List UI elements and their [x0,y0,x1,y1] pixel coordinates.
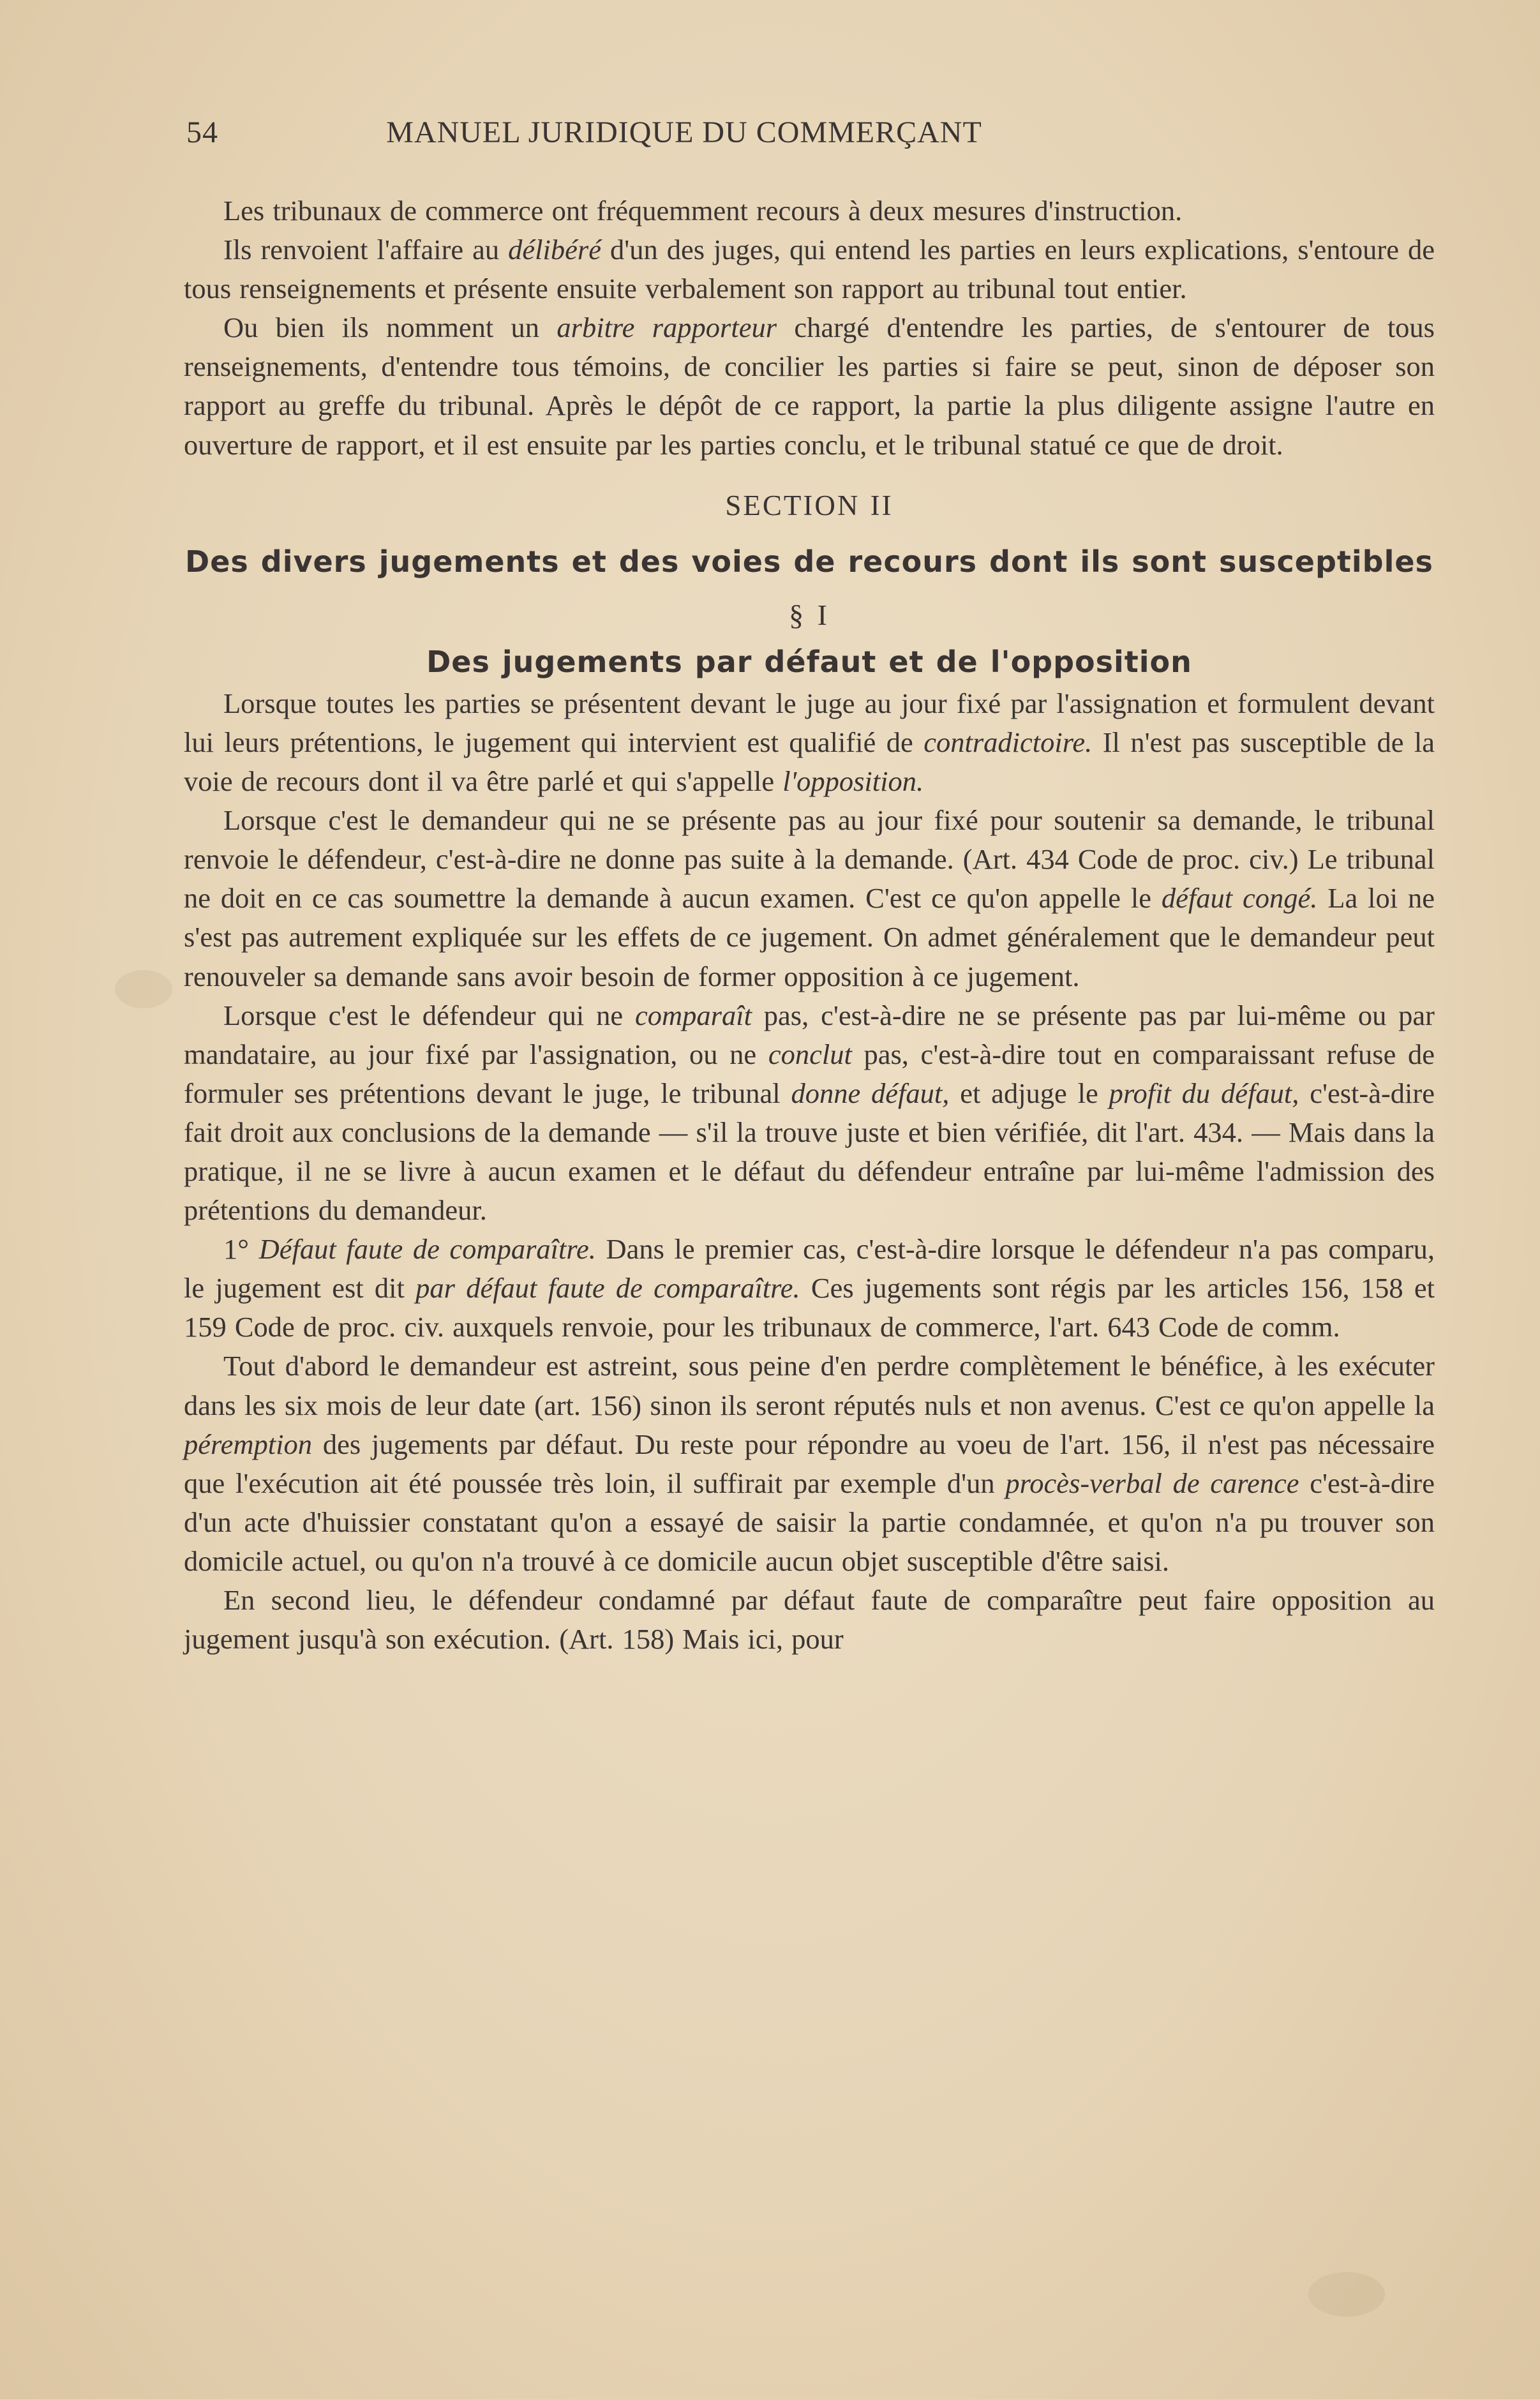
paragraph: Lorsque c'est le demandeur qui ne se présente pas au jour fixé pour soutenir sa demande, le tribunal renvoie le défendeur, c'est-à-dire ne donne pas suite à la demande. (Art. 434 Code de proc. civ.) Le tribunal ne doit en ce cas soumettre la demande à aucun examen. C'est ce qu'on appelle le défaut congé. La loi ne s'est pas autrement expliquée sur les effets de ce jugement. On admet généralement que le demandeur peut renouveler sa demande sans avoir besoin de former opposition à ce jugement. [184,804,1435,992]
italic-term: l'opposition. [782,765,924,798]
section-label: SECTION II [725,489,893,521]
italic-term: conclut [768,1038,852,1070]
italic-term: arbitre rapporteur [557,311,777,344]
paragraph: Lorsque c'est le défendeur qui ne comparaît pas, c'est-à-dire ne se présente pas par lui-même ou par mandataire, au jour fixé par l'assignation, ou ne conclut pas, c'est-à-dire tout en comparaissant refuse de formuler ses prétentions devant le juge, le tribunal donne défaut, et adjuge le profit du défaut, c'est-à-dire fait droit aux conclusions de la demande — s'il la trouve juste et bien vérifiée, dit l'art. 434. — Mais dans la pratique, il ne se livre à aucun examen et le défaut du défendeur entraîne par lui-même l'admission des prétentions du demandeur. [184,999,1435,1227]
paragraph: Tout d'abord le demandeur est astreint, sous peine d'en perdre complètement le bénéfice, à les exécuter dans les six mois de leur date (art. 156) sinon ils seront réputés nuls et non avenus. C'est ce qu'on appelle la péremption des jugements par défaut. Du reste pour répondre au voeu de l'art. 156, il n'est pas nécessaire que l'exécution ait été poussée très loin, il suffirait par exemple d'un procès-verbal de carence c'est-à-dire d'un acte d'huissier constatant qu'on a essayé de saisir la partie condamnée, et qu'on n'a pu trouver son domicile actuel, ou qu'on n'a trouvé à ce domicile aucun objet susceptible d'être saisi. [184,1350,1435,1577]
section-heading: Des divers jugements et des voies de recours dont ils sont susceptibles [185,544,1433,579]
page-number: 54 [186,116,218,149]
paper-stain [1308,2272,1385,2317]
page-header [186,110,1437,154]
paragraph: Ou bien ils nomment un arbitre rapporteur chargé d'entendre les parties, de s'entourer de tous renseignements, d'entendre tous témoins, de concilier les parties si faire se peut, sinon de déposer son rapport au greffe du tribunal. Après le dépôt de ce rapport, la partie la plus diligente assigne l'autre en ouverture de rapport, et il est ensuite par les parties conclu, et le tribunal statué ce que de droit. [184,311,1435,461]
italic-term: Défaut faute de comparaître. [258,1233,596,1266]
paper-stain [115,970,172,1008]
paragraph: Les tribunaux de commerce ont fréquemment recours à deux mesures d'instruction. [223,195,1183,227]
italic-term: péremption [184,1428,313,1460]
italic-term: délibéré [508,234,601,266]
paragraph-mark: § I [789,598,830,631]
paragraph: 1° Défaut faute de comparaître. Dans le premier cas, c'est-à-dire lorsque le défendeur n'a pas comparu, le jugement est dit par défaut faute de comparaître. Ces jugements sont régis par les articles 156, 158 et 159 Code de proc. civ. auxquels renvoie, pour les tribunaux de commerce, l'art. 643 Code de comm. [184,1233,1435,1343]
italic-term: défaut congé. [1161,882,1318,915]
italic-term: contradictoire. [923,726,1093,758]
paragraph: Lorsque toutes les parties se présentent devant le juge au jour fixé par l'assignation et formulent devant lui leurs prétentions, le jugement qui intervient est qualifié de contradictoire. Il n'est pas susceptible de la voie de recours dont il va être parlé et qui s'appelle l'opposition. [184,687,1435,798]
running-title: MANUEL JURIDIQUE DU COMMERÇANT [386,116,982,149]
italic-term: procès-verbal de carence [1005,1467,1299,1499]
paragraph: En second lieu, le défendeur condamné par défaut faute de comparaître peut faire opposition au jugement jusqu'à son exécution. (Art. 158) Mais ici, pour [184,1584,1435,1655]
italic-term: profit du défaut, [1109,1077,1299,1109]
italic-term: comparaît [635,999,752,1031]
italic-term: par défaut faute de comparaître. [415,1272,800,1304]
page-body [184,191,1435,1659]
italic-term: donne défaut, [791,1077,950,1109]
paragraph: Ils renvoient l'affaire au délibéré d'un des juges, qui entend les parties en leurs explications, s'entoure de tous renseignements et présente ensuite verbalement son rapport au tribunal tout entier. [184,234,1435,305]
subsection-heading: Des jugements par défaut et de l'opposition [426,644,1192,679]
